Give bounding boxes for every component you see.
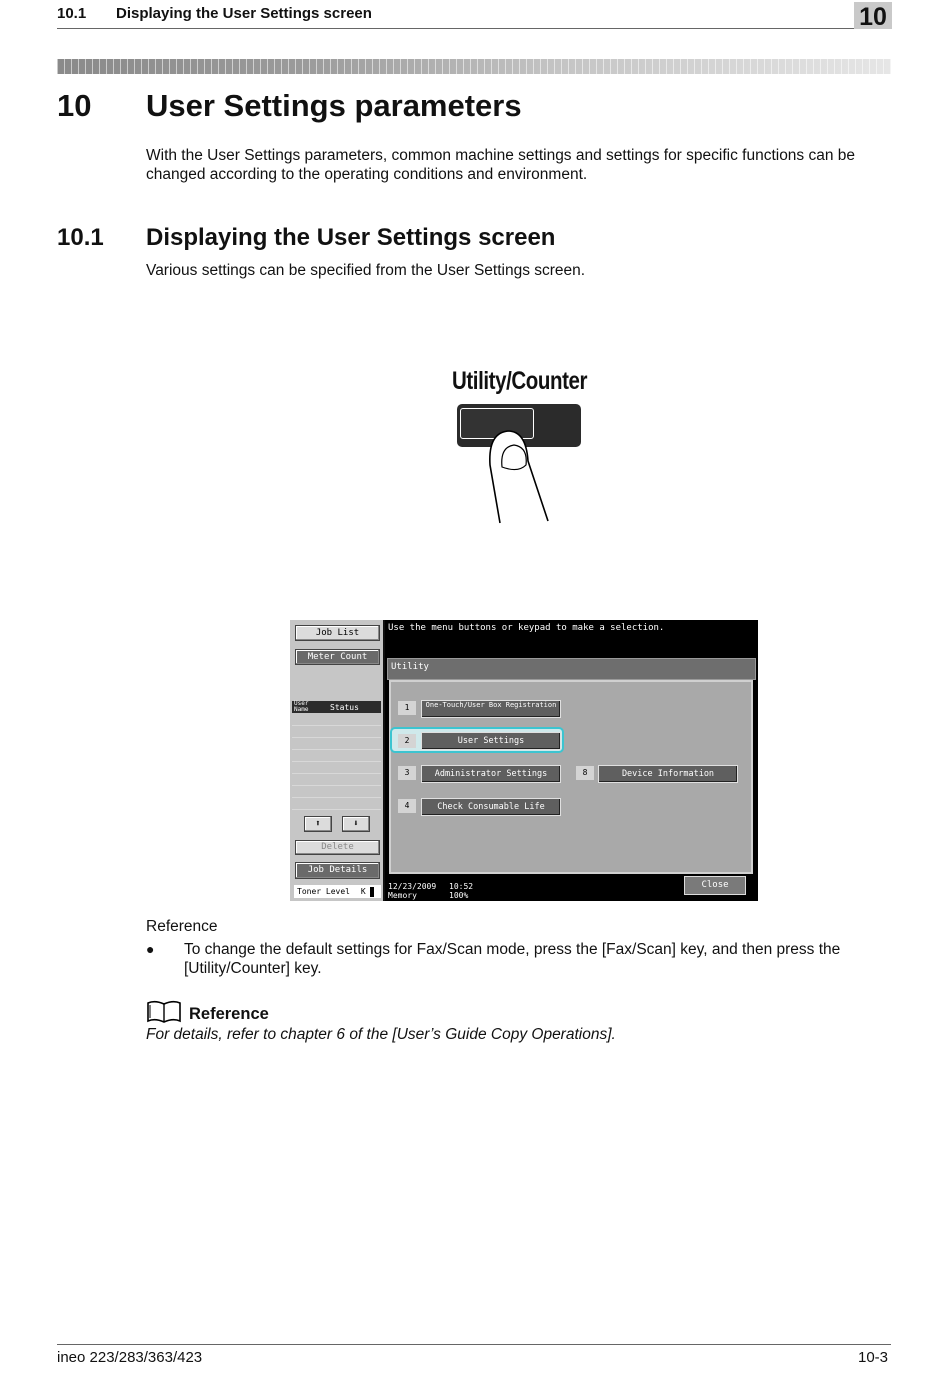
check-consumable-life-button[interactable]: Check Consumable Life <box>421 798 561 816</box>
decorative-pattern-bar <box>57 59 891 74</box>
section-text: Various settings can be specified from the User Settings screen. <box>146 262 586 279</box>
toner-level-label: Toner Level <box>297 887 350 896</box>
job-list-rows <box>292 714 381 814</box>
memory-value: 100% <box>449 891 469 900</box>
menu-number-1: 1 <box>398 701 416 715</box>
panel-left-column <box>290 620 383 901</box>
finger-icon <box>470 425 570 530</box>
menu-number-4: 4 <box>398 799 416 813</box>
delete-button[interactable]: Delete <box>295 840 380 855</box>
footer-model: ineo 223/283/363/423 <box>57 1349 203 1366</box>
one-touch-user-box-button[interactable]: One-Touch/User Box Registration <box>421 700 561 718</box>
reference-heading: Reference <box>189 1005 269 1023</box>
job-details-button[interactable]: Job Details <box>295 862 380 879</box>
time-display: 10:52 <box>449 882 474 891</box>
user-settings-button[interactable]: User Settings <box>421 732 561 750</box>
header-rule <box>57 28 891 29</box>
utility-title: Utility <box>391 662 429 672</box>
reference-label: Reference <box>146 918 218 935</box>
section-number: 10.1 <box>57 224 104 251</box>
reference-text: For details, refer to chapter 6 of the [User’s Guide Copy Operations]. <box>146 1026 616 1043</box>
header-section-title: Displaying the User Settings screen <box>116 5 372 22</box>
chapter-badge: 10 <box>854 2 892 29</box>
chapter-title: User Settings parameters <box>146 88 522 123</box>
close-button[interactable]: Close <box>684 876 746 895</box>
memory-label: Memory <box>388 891 417 900</box>
control-panel-screen <box>290 620 758 901</box>
user-name-column: User Name <box>294 700 309 713</box>
section-title: Displaying the User Settings screen <box>146 224 556 251</box>
administrator-settings-button[interactable]: Administrator Settings <box>421 765 561 783</box>
job-list-button[interactable]: Job List <box>295 625 380 641</box>
toner-k-label: K <box>360 887 366 896</box>
footer-rule <box>57 1344 891 1345</box>
bullet-text: To change the default settings for Fax/Scan mode, press the [Fax/Scan] key, and then press the [Utility/Counter] key. <box>184 941 841 977</box>
utility-counter-label: Utility/Counter <box>452 367 588 395</box>
footer-page-number: 10-3 <box>858 1349 889 1366</box>
chapter-number: 10 <box>57 88 92 123</box>
meter-count-button[interactable]: Meter Count <box>295 649 380 665</box>
menu-number-8: 8 <box>576 766 594 780</box>
job-list-header <box>292 701 381 713</box>
chapter-intro: With the User Settings parameters, common machine settings and settings for specific functions can be changed according to the operating conditions and environment. <box>146 147 856 183</box>
date-display: 12/23/2009 <box>388 882 437 891</box>
status-column: Status <box>330 703 359 712</box>
toner-gauge <box>370 887 374 897</box>
scroll-down-button[interactable]: ⬇ <box>342 816 370 832</box>
menu-number-2: 2 <box>398 734 416 748</box>
header-section-number: 10.1 <box>57 5 87 22</box>
scroll-up-button[interactable]: ⬆ <box>304 816 332 832</box>
book-icon <box>146 1000 182 1024</box>
instruction-message: Use the menu buttons or keypad to make a selection. <box>388 623 665 633</box>
toner-level <box>294 885 381 898</box>
device-information-button[interactable]: Device Information <box>598 765 738 783</box>
bullet-icon: ● <box>146 941 155 957</box>
utility-title-bar <box>387 658 756 680</box>
menu-number-3: 3 <box>398 766 416 780</box>
